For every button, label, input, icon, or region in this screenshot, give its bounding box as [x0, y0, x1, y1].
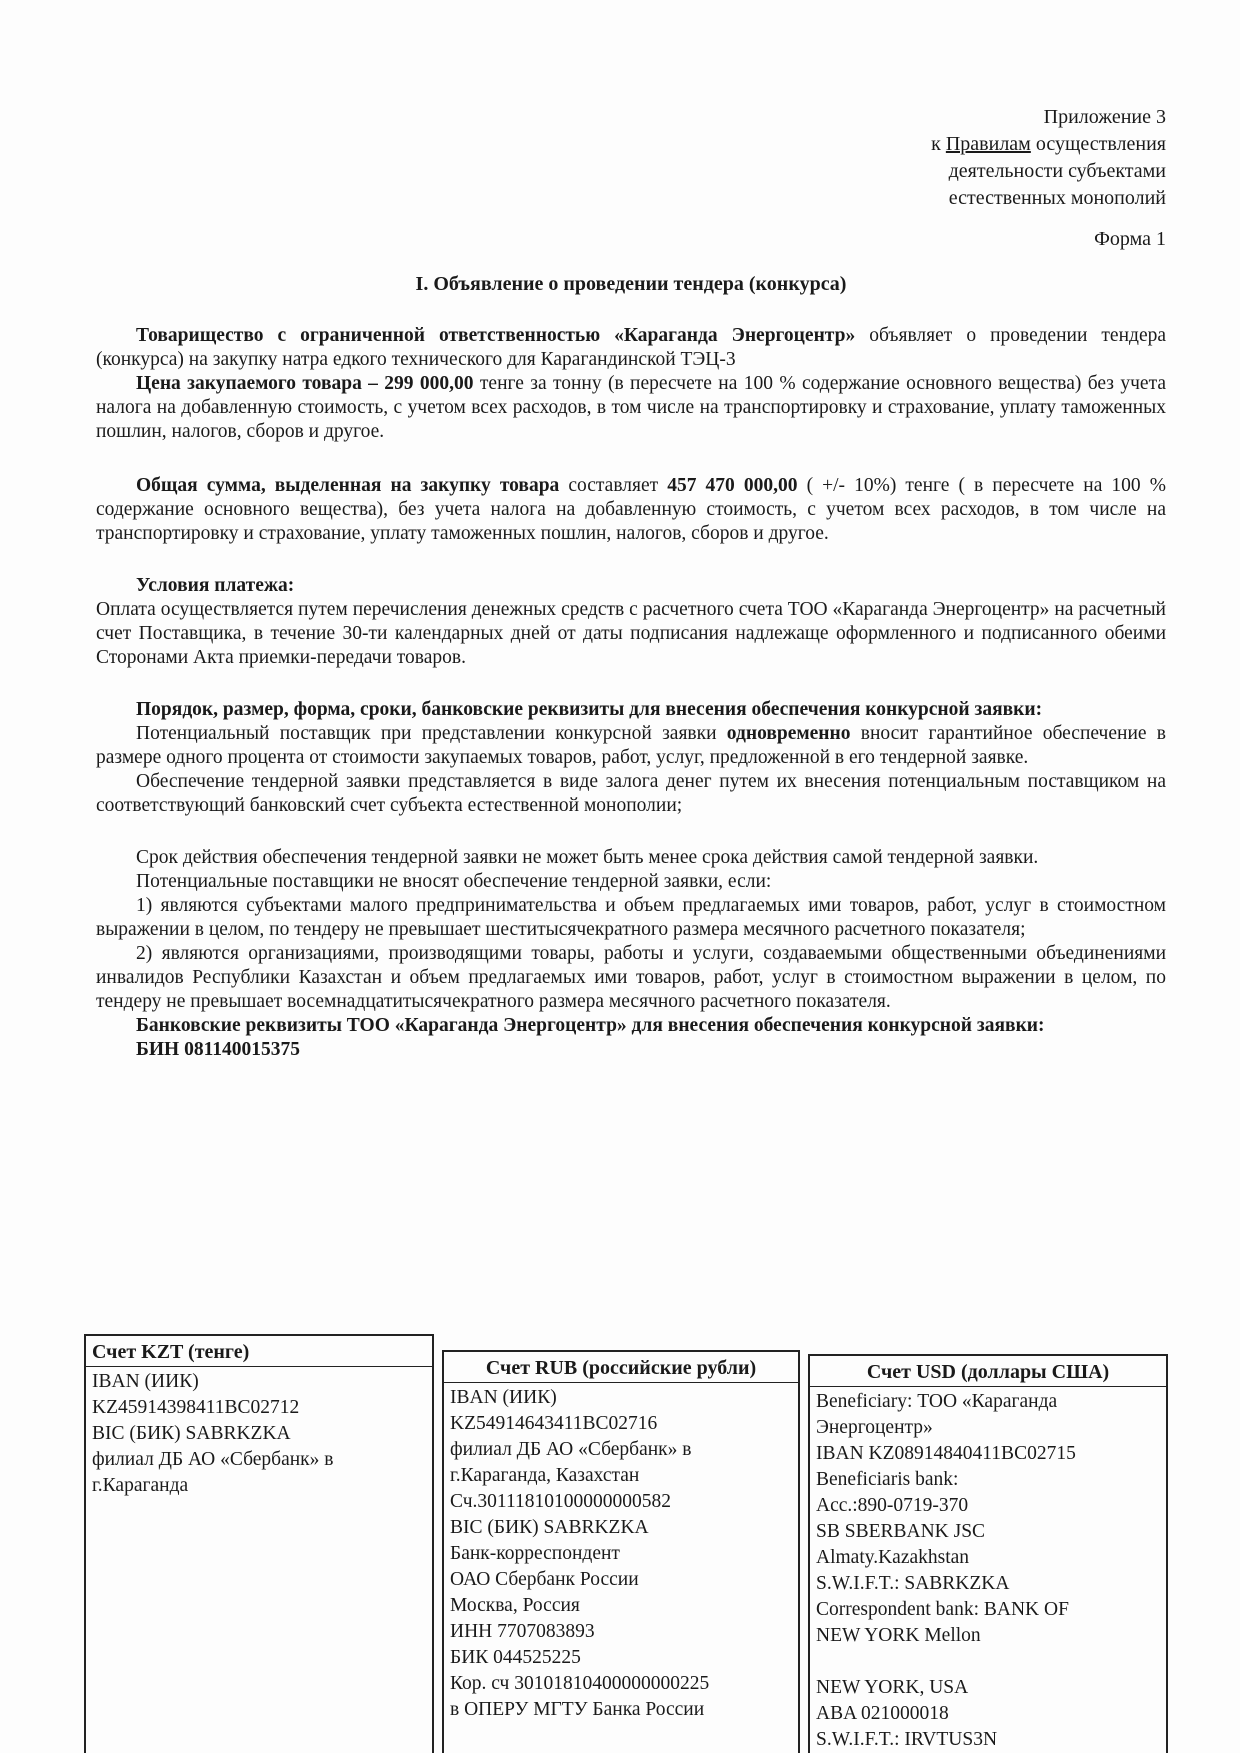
account-details-usd: [810, 1387, 1166, 1753]
total-amount: 457 470 000,00: [667, 475, 798, 496]
rules-link[interactable]: Правилам: [945, 133, 1031, 155]
price-paragraph: Цена закупаемого товара – 299 000,00 тенге за тонну (в пересчете на 100 % содержание основного вещества) без учета налога на добавленную стоимость, с учетом всех расходов, в том числе на транспортировку и страхование, уплату таможенных пошлин, налогов, сборов и другое.: [96, 373, 1166, 442]
account-header-rub: Счет RUB (российские рубли): [444, 1352, 798, 1383]
account-detail-line: БИК 044525225: [450, 1647, 581, 1668]
account-detail-line: Almaty.Kazakhstan: [816, 1547, 970, 1568]
account-detail-line: NEW YORK Mellon: [816, 1625, 981, 1646]
account-detail-line: KZ54914643411BC02716: [450, 1413, 658, 1434]
total-label: Общая сумма, выделенная на закупку товара: [136, 475, 560, 496]
account-detail-line: NEW YORK, USA: [816, 1677, 969, 1698]
account-detail-line: Сч.30111810100000000582: [450, 1491, 671, 1512]
account-detail-line: BIC (БИК) SABRKZKA: [92, 1423, 291, 1444]
form-number: Форма 1: [1094, 228, 1166, 250]
total-paragraph: Общая сумма, выделенная на закупку товара составляет 457 470 000,00 ( +/- 10%) тенге ( в пересчете на 100 % содержание основного вещества), без учета налога на добавленную стоимость, с учетом всех расходов, в том числе на транспортировку и страхование, уплату таможенных пошлин, налогов, сборов и другое.: [96, 475, 1166, 544]
account-header-usd: Счет USD (доллары США): [810, 1356, 1166, 1387]
appendix-line-4: естественных монополий: [948, 187, 1166, 209]
price-label: Цена закупаемого товара – 299 000,00: [136, 373, 474, 394]
security-paragraph-2: Обеспечение тендерной заявки представляется в виде залога денег путем их внесения потенциальным поставщиком на соответствующий банковский счет субъекта естественной монополии;: [96, 771, 1166, 816]
appendix-line-1: Приложение 3: [1043, 106, 1166, 128]
account-detail-line: [816, 1649, 1160, 1675]
security-paragraph-1: Потенциальный поставщик при представлении конкурсной заявки одновременно вносит гарантийное обеспечение в размере одного процента от стоимости закупаемых товаров, работ, услуг, предложенной в его тендерной заявке.: [96, 723, 1166, 768]
security-title: Порядок, размер, форма, сроки, банковские реквизиты для внесения обеспечения конкурсной заявки:: [136, 699, 1043, 720]
account-detail-line: Beneficiary: ТОО «Караганда: [816, 1391, 1058, 1412]
account-detail-line: S.W.I.F.T.: IRVTUS3N: [816, 1729, 998, 1750]
exemption-item-2: 2) являются организациями, производящими товары, работы и услуги, создаваемыми общественными объединениями инвалидов Республики Казахстан и объем предлагаемых ими товаров, работ, услуг в стоимостном выражении в целом, по тендеру не превышает восемнадцатитысячекратного размера месячного расчетного показателя.: [96, 943, 1166, 1012]
page-title: I. Объявление о проведении тендера (конкурса): [415, 273, 847, 295]
appendix-header: [96, 104, 1166, 212]
account-header-kzt: Счет KZT (тенге): [86, 1336, 432, 1367]
security-paragraph-4: Потенциальные поставщики не вносят обеспечение тендерной заявки, если:: [136, 871, 772, 892]
account-detail-line: Москва, Россия: [450, 1595, 580, 1616]
account-detail-line: S.W.I.F.T.: SABRKZKA: [816, 1573, 1010, 1594]
account-column-usd: [808, 1354, 1168, 1753]
account-detail-line: IBAN KZ08914840411BC02715: [816, 1443, 1076, 1464]
account-detail-line: Correspondent bank: BANK OF: [816, 1599, 1069, 1620]
bank-accounts-table: [84, 1334, 1170, 1753]
account-detail-line: в ОПЕРУ МГТУ Банка России: [450, 1699, 705, 1720]
account-detail-line: BIC (БИК) SABRKZKA: [450, 1517, 649, 1538]
account-detail-line: SB SBERBANK JSC: [816, 1521, 986, 1542]
bin-number: БИН 081140015375: [136, 1039, 301, 1060]
document-content: [96, 104, 1166, 1062]
account-detail-line: ОАО Сбербанк России: [450, 1569, 639, 1590]
account-detail-line: Кор. сч 30101810400000000225: [450, 1673, 710, 1694]
bank-title: Банковские реквизиты ТОО «Караганда Энергоцентр» для внесения обеспечения конкурсной заявки:: [136, 1015, 1045, 1036]
exemption-item-1: 1) являются субъектами малого предпринимательства и объем предлагаемых ими товаров, работ, услуг в стоимостном выражении в целом, по тендеру не превышает шеститысячекратного размера месячного расчетного показателя;: [96, 895, 1166, 940]
appendix-line-2: к Правилам осуществления: [931, 133, 1166, 155]
account-detail-line: Acc.:890-0719-370: [816, 1495, 969, 1516]
account-detail-line: филиал ДБ АО «Сбербанк» в: [450, 1439, 692, 1460]
appendix-line-3: деятельности субъектами: [948, 160, 1166, 182]
account-details-kzt: [86, 1367, 432, 1501]
account-detail-line: Beneficiaris bank:: [816, 1469, 959, 1490]
account-detail-line: KZ45914398411BC02712: [92, 1397, 300, 1418]
account-detail-line: ABA 021000018: [816, 1703, 949, 1724]
account-detail-line: г.Караганда, Казахстан: [450, 1465, 640, 1486]
security-paragraph-3: Срок действия обеспечения тендерной заявки не может быть менее срока действия самой тендерной заявки.: [136, 847, 1039, 868]
account-column-rub: [442, 1350, 800, 1753]
announcement-paragraph: Товарищество с ограниченной ответственностью «Караганда Энергоцентр» объявляет о проведении тендера (конкурса) на закупку натра едкого технического для Карагандинской ТЭЦ-3: [96, 325, 1166, 370]
account-detail-line: г.Караганда: [92, 1475, 189, 1496]
company-name: Товарищество с ограниченной ответственностью «Караганда Энергоцентр»: [136, 325, 856, 346]
account-detail-line: Банк-корреспондент: [450, 1543, 620, 1564]
account-details-rub: [444, 1383, 798, 1725]
account-detail-line: Энергоцентр»: [816, 1417, 933, 1438]
account-detail-line: филиал ДБ АО «Сбербанк» в: [92, 1449, 334, 1470]
account-detail-line: IBAN (ИИК): [92, 1371, 199, 1392]
account-detail-line: IBAN (ИИК): [450, 1387, 557, 1408]
payment-title: Условия платежа:: [136, 575, 295, 596]
account-detail-line: ИНН 7707083893: [450, 1621, 595, 1642]
payment-text: Оплата осуществляется путем перечисления денежных средств с расчетного счета ТОО «Караганда Энергоцентр» на расчетный счет Поставщика, в течение 30-ти календарных дней от даты подписания надлежаще оформленного и подписанного обеими Сторонами Акта приемки-передачи товаров.: [96, 599, 1166, 668]
account-column-kzt: [84, 1334, 434, 1753]
